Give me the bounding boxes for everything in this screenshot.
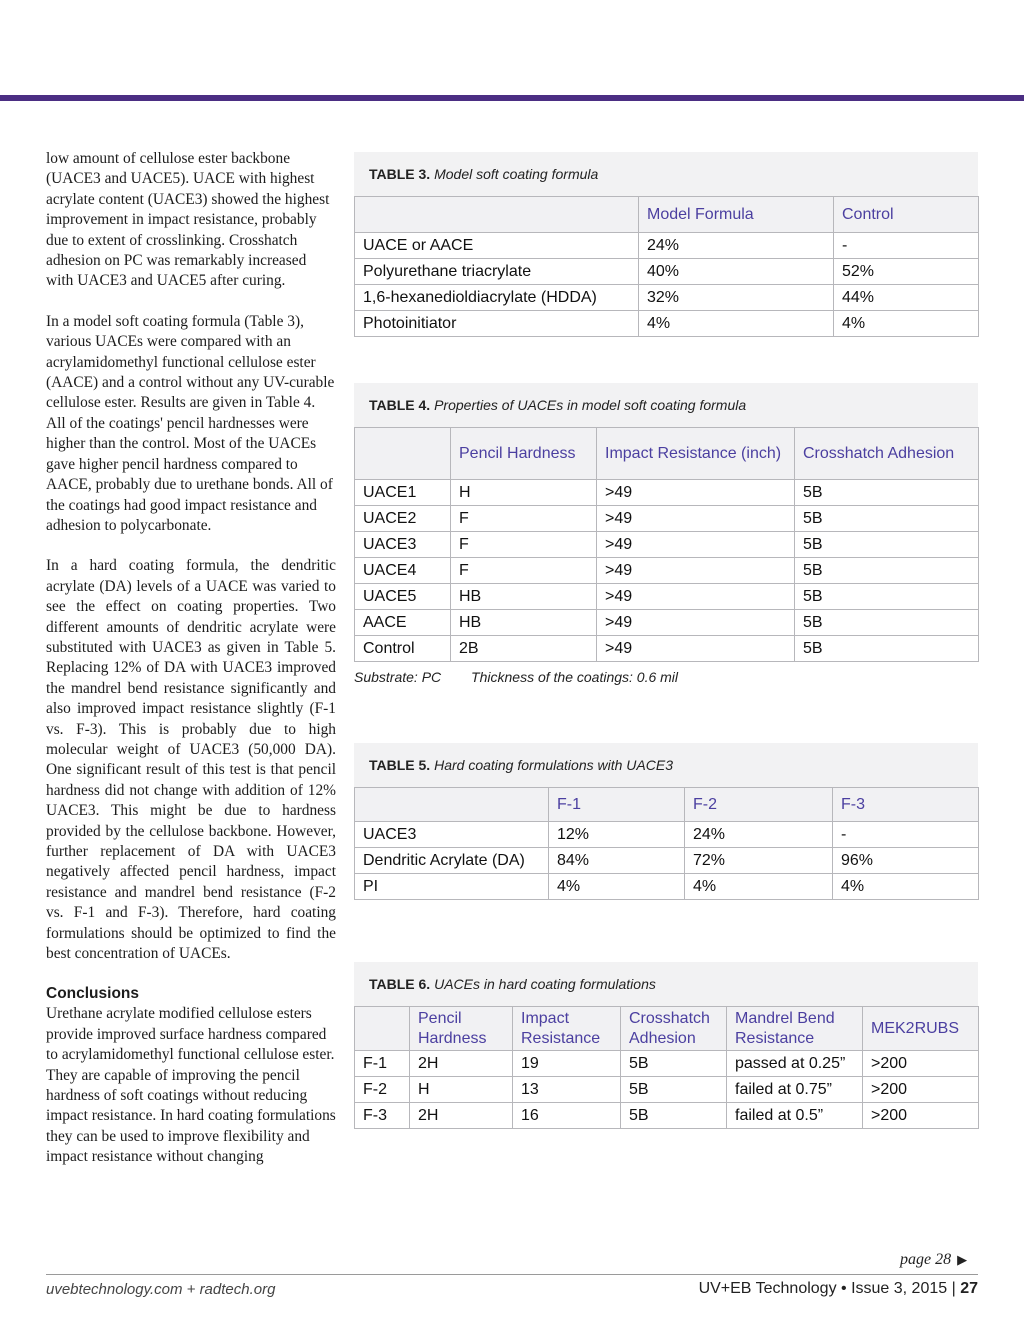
footer-websites: uvebtechnology.com + radtech.org xyxy=(46,1281,276,1298)
table-cell: 12% xyxy=(549,822,685,848)
table-cell: F xyxy=(451,558,597,584)
table-cell: 40% xyxy=(639,259,834,285)
header-line: Resistance xyxy=(735,1029,815,1047)
table-4-label: TABLE 4. xyxy=(369,397,431,413)
table-cell: - xyxy=(833,822,979,848)
table-cell: Dendritic Acrylate (DA) xyxy=(355,848,549,874)
table-row xyxy=(355,1077,979,1103)
table-cell: 5B xyxy=(795,532,979,558)
table-cell: UACE3 xyxy=(355,532,451,558)
table-header-row xyxy=(355,197,979,233)
table-cell: 32% xyxy=(639,285,834,311)
header-cell: F-3 xyxy=(833,788,979,822)
table-cell: UACE5 xyxy=(355,584,451,610)
footer-rule xyxy=(46,1274,978,1275)
table-cell: Photoinitiator xyxy=(355,311,639,337)
paragraph-1: low amount of cellulose ester backbone (UACE3 and UACE5). UACE with highest acrylate content (UACE3) showed the highest improvement in impact resistance, probably due to extent of crosslinking. Crosshatch adhesion on PC was remarkably increased with UACE3 and UACE5 after curing. xyxy=(46,150,330,290)
table-row xyxy=(355,259,979,285)
header-line: Adhesion xyxy=(629,1029,696,1047)
body-text-column xyxy=(46,149,336,1188)
table-cell: 5B xyxy=(795,636,979,662)
table-cell: UACE4 xyxy=(355,558,451,584)
header-line: Mandrel Bend xyxy=(735,1009,835,1027)
table-cell: 96% xyxy=(833,848,979,874)
continued-link[interactable] xyxy=(900,1251,967,1269)
table-cell: 5B xyxy=(795,506,979,532)
table-cell: 4% xyxy=(685,874,833,900)
header-cell xyxy=(355,788,549,822)
table-cell: 4% xyxy=(549,874,685,900)
table-6-label: TABLE 6. xyxy=(369,976,431,992)
paragraph-3: In a hard coating formula, the dendritic acrylate (DA) levels of a UACE was varied to see the effect on coating properties. Two different amounts of dendritic acrylate were substituted with UACE3 as given in Table 5. Replacing 12% of DA with UACE3 improved the mandrel bend resistance significantly and also improved impact resistance slightly (F-1 vs. F-3). This is probably due to high molecular weight of UACE3 (50,000 DA). One significant result of this test is that pencil hardness did not change with addition of 12% UACE3. This might be due to hardness provided by the cellulose backbone. However, further replacement of DA with UACE3 negatively affected pencil hardness, impact resistance and mandrel bend resistance (F-2 vs. F-1 and F-3). Therefore, hard coating formulations should be optimized to find the best concentration of UACEs. xyxy=(46,557,336,963)
table-row xyxy=(355,1103,979,1129)
table-cell: >49 xyxy=(597,610,795,636)
header-cell xyxy=(863,1007,979,1051)
header-cell xyxy=(513,1007,621,1051)
header-cell xyxy=(355,428,451,480)
table-cell: H xyxy=(410,1077,513,1103)
table-cell: Polyurethane triacrylate xyxy=(355,259,639,285)
table-cell: >200 xyxy=(863,1051,979,1077)
table-row xyxy=(355,558,979,584)
table-row xyxy=(355,233,979,259)
table-6-caption xyxy=(354,962,978,1006)
table-row xyxy=(355,506,979,532)
table-5-title: Hard coating formulations with UACE3 xyxy=(434,757,673,773)
table-cell: Control xyxy=(355,636,451,662)
thickness-note: Thickness of the coatings: 0.6 mil xyxy=(471,669,679,685)
table-cell: 5B xyxy=(795,584,979,610)
table-row xyxy=(355,584,979,610)
table-cell: 5B xyxy=(795,610,979,636)
table-cell: 13 xyxy=(513,1077,621,1103)
table-cell: HB xyxy=(451,584,597,610)
table-3-caption xyxy=(354,152,978,196)
table-cell: 5B xyxy=(795,558,979,584)
table-5-grid xyxy=(354,787,979,900)
table-cell: F-1 xyxy=(355,1051,410,1077)
header-cell: Impact Resistance (inch) xyxy=(597,428,795,480)
table-5 xyxy=(354,743,978,900)
table-cell: 4% xyxy=(833,874,979,900)
table-3-label: TABLE 3. xyxy=(369,166,431,182)
table-cell: - xyxy=(834,233,979,259)
footer-issue: UV+EB Technology • Issue 3, 2015 | xyxy=(698,1280,956,1297)
table-cell: 44% xyxy=(834,285,979,311)
header-rule xyxy=(0,95,1024,101)
header-cell: Pencil Hardness xyxy=(451,428,597,480)
table-6-title: UACEs in hard coating formulations xyxy=(434,976,656,992)
table-cell: passed at 0.25” xyxy=(727,1051,863,1077)
table-header-row xyxy=(355,788,979,822)
table-cell: 4% xyxy=(639,311,834,337)
table-cell: 5B xyxy=(621,1051,727,1077)
table-cell: >49 xyxy=(597,584,795,610)
table-4 xyxy=(354,383,978,662)
page-number: 27 xyxy=(960,1280,978,1297)
table-cell: failed at 0.75” xyxy=(727,1077,863,1103)
table-cell: 1,6-hexanedioldiacrylate (HDDA) xyxy=(355,285,639,311)
table-cell: UACE3 xyxy=(355,822,549,848)
header-line: Pencil xyxy=(418,1009,462,1027)
table-cell: >49 xyxy=(597,506,795,532)
paragraph-4: Urethane acrylate modified cellulose esters provide improved surface hardness compared to acrylamidomethyl functional cellulose ester. They are capable of improving the pencil hardness of soft coatings without reducing impact resistance. In hard coating formulations they can be used to improve flexibility and impact resistance without changing xyxy=(46,1005,336,1166)
table-cell: UACE2 xyxy=(355,506,451,532)
table-cell: >200 xyxy=(863,1077,979,1103)
footer-publication xyxy=(699,1280,978,1298)
table-row xyxy=(355,285,979,311)
table-cell: HB xyxy=(451,610,597,636)
table-cell: F-2 xyxy=(355,1077,410,1103)
table-cell: 24% xyxy=(639,233,834,259)
table-6 xyxy=(354,962,978,1129)
table-3-grid xyxy=(354,196,979,337)
substrate-note: Substrate: PC xyxy=(354,669,442,685)
header-line: MEK2RUBS xyxy=(871,1019,960,1037)
table-cell: H xyxy=(451,480,597,506)
paragraph-2: In a model soft coating formula (Table 3), various UACEs were compared with an acrylamidomethyl functional cellulose ester (AACE) and a control without any UV-curable cellulose ester. Results are given in Table 4. All of the coatings' pencil hardnesses were higher than the control. Most of the UACEs gave higher pencil hardness compared to AACE, probably due to urethane bonds. All of the coatings had good impact resistance and adhesion to polycarbonate. xyxy=(46,312,335,534)
conclusions-heading: Conclusions xyxy=(46,985,140,1003)
header-cell xyxy=(621,1007,727,1051)
table-cell: 52% xyxy=(834,259,979,285)
table-cell: 4% xyxy=(834,311,979,337)
table-cell: 5B xyxy=(621,1103,727,1129)
table-cell: 72% xyxy=(685,848,833,874)
table-cell: 19 xyxy=(513,1051,621,1077)
table-4-title: Properties of UACEs in model soft coating formula xyxy=(434,397,747,413)
table-cell: 5B xyxy=(795,480,979,506)
table-cell: F xyxy=(451,532,597,558)
header-cell xyxy=(410,1007,513,1051)
table-row xyxy=(355,874,979,900)
table-cell: 24% xyxy=(685,822,833,848)
continued-text: page 28 xyxy=(900,1251,952,1268)
table-row xyxy=(355,822,979,848)
table-cell: 84% xyxy=(549,848,685,874)
table-row xyxy=(355,480,979,506)
table-row xyxy=(355,610,979,636)
table-cell: UACE or AACE xyxy=(355,233,639,259)
header-cell xyxy=(355,1007,410,1051)
table-5-caption xyxy=(354,743,978,787)
table-header-row xyxy=(355,1007,979,1051)
table-3-title: Model soft coating formula xyxy=(434,166,599,182)
table-cell: >200 xyxy=(863,1103,979,1129)
table-row xyxy=(355,532,979,558)
header-cell xyxy=(355,197,639,233)
table-4-note xyxy=(354,669,704,685)
table-cell: >49 xyxy=(597,636,795,662)
table-row xyxy=(355,848,979,874)
header-cell: Crosshatch Adhesion xyxy=(795,428,979,480)
table-6-grid xyxy=(354,1006,979,1129)
header-line: Impact xyxy=(521,1009,570,1027)
table-3 xyxy=(354,152,978,337)
table-4-caption xyxy=(354,383,978,427)
table-cell: 5B xyxy=(621,1077,727,1103)
header-line: Hardness xyxy=(418,1029,487,1047)
table-row xyxy=(355,636,979,662)
header-line: Crosshatch xyxy=(629,1009,710,1027)
table-cell: AACE xyxy=(355,610,451,636)
table-4-grid xyxy=(354,427,979,662)
header-cell xyxy=(727,1007,863,1051)
table-cell: failed at 0.5” xyxy=(727,1103,863,1129)
table-row xyxy=(355,1051,979,1077)
table-cell: 2B xyxy=(451,636,597,662)
table-cell: >49 xyxy=(597,558,795,584)
table-cell: PI xyxy=(355,874,549,900)
header-cell: F-1 xyxy=(549,788,685,822)
table-cell: >49 xyxy=(597,480,795,506)
header-line: Resistance xyxy=(521,1029,601,1047)
triangle-right-icon: ▶ xyxy=(957,1252,968,1267)
table-cell: 2H xyxy=(410,1103,513,1129)
table-5-label: TABLE 5. xyxy=(369,757,431,773)
header-cell: Model Formula xyxy=(639,197,834,233)
table-header-row xyxy=(355,428,979,480)
table-cell: F-3 xyxy=(355,1103,410,1129)
table-cell: UACE1 xyxy=(355,480,451,506)
header-cell: Control xyxy=(834,197,979,233)
header-cell: F-2 xyxy=(685,788,833,822)
table-cell: 16 xyxy=(513,1103,621,1129)
table-cell: F xyxy=(451,506,597,532)
table-cell: >49 xyxy=(597,532,795,558)
table-row xyxy=(355,311,979,337)
table-cell: 2H xyxy=(410,1051,513,1077)
